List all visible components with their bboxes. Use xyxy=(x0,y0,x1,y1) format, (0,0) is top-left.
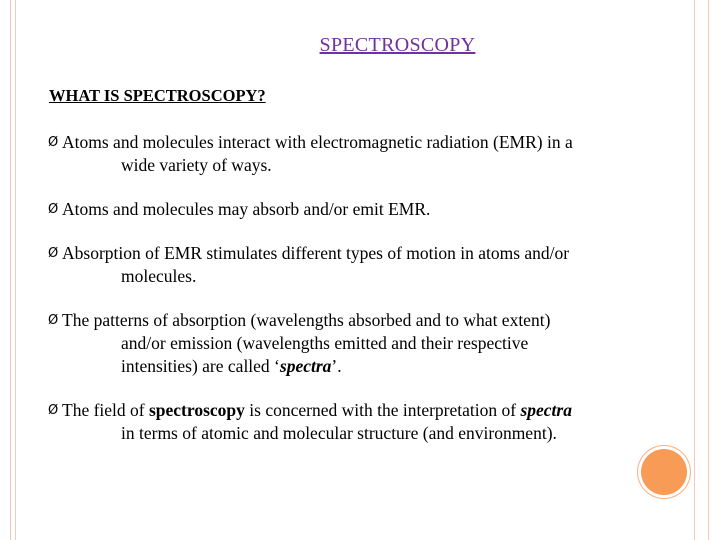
bullet-text xyxy=(62,355,668,378)
emphasis-spectroscopy: spectroscopy xyxy=(148,400,245,420)
slide-title: SPECTROSCOPY xyxy=(319,34,476,56)
bullet-text: molecules. xyxy=(121,266,197,286)
left-border-line xyxy=(15,0,16,540)
bullet-item xyxy=(48,309,668,378)
bullet-text: The patterns of absorption (wavelengths absorbed and to what extent) xyxy=(62,310,551,330)
left-border-line xyxy=(10,0,11,540)
bullet-text: in terms of atomic and molecular structure (and environment). xyxy=(121,423,557,443)
right-border-line xyxy=(708,0,709,540)
bullet-text: Absorption of EMR stimulates different types of motion in atoms and/or xyxy=(62,243,570,263)
bullet-text-fragment: ’. xyxy=(331,356,342,376)
bullet-item xyxy=(48,131,668,177)
bullet-item xyxy=(48,198,668,221)
emphasis-spectra: spectra xyxy=(279,356,332,376)
emphasis-spectra: spectra xyxy=(520,400,572,420)
bullet-text-fragment: intensities) are called ‘ xyxy=(121,356,280,376)
bullet-text-fragment: is concerned with the interpretation of xyxy=(244,400,521,420)
bullet-list xyxy=(48,131,668,466)
bullet-item xyxy=(48,399,668,445)
bullet-text: Atoms and molecules interact with electromagnetic radiation (EMR) in a xyxy=(62,132,573,152)
bullet-text: wide variety of ways. xyxy=(121,155,272,175)
bullet-text-fragment: The field of xyxy=(62,400,149,420)
bullet-text: and/or emission (wavelengths emitted and their respective xyxy=(121,333,529,353)
bullet-item xyxy=(48,242,668,288)
arrow-bullet-icon: Ø xyxy=(48,403,59,418)
right-border-line xyxy=(694,0,695,540)
slide-subtitle: WHAT IS SPECTROSCOPY? xyxy=(49,86,266,105)
bullet-text: Atoms and molecules may absorb and/or emit EMR. xyxy=(62,199,431,219)
arrow-bullet-icon: Ø xyxy=(48,313,59,328)
bullet-text xyxy=(62,399,668,422)
arrow-bullet-icon: Ø xyxy=(48,246,59,261)
arrow-bullet-icon: Ø xyxy=(48,135,59,150)
arrow-bullet-icon: Ø xyxy=(48,202,59,217)
